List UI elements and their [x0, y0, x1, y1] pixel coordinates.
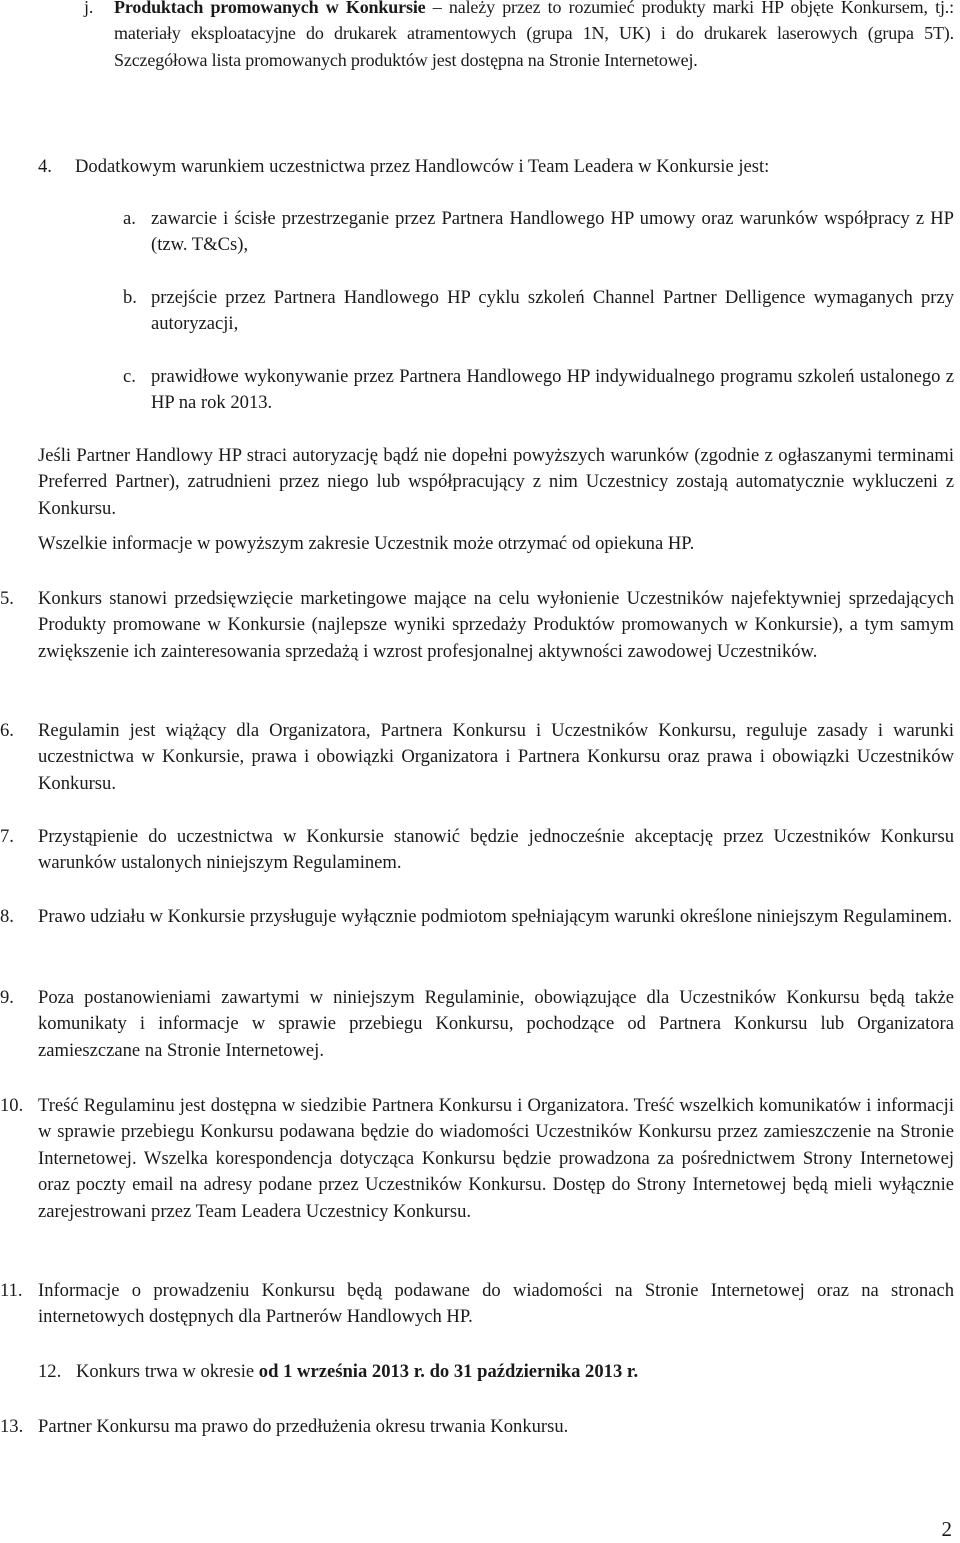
item-text: Regulamin jest wiążący dla Organizatora, Partnera Konkursu i Uczestników Konkursu, reguluje zasady i warunki uczestnictwa w Konkursie, prawa i obowiązki Organizatora i Partnera Konkursu oraz prawa i obowiązki Uczestników Konkursu.	[38, 720, 954, 794]
subitem-text: prawidłowe wykonywanie przez Partnera Handlowego HP indywidualnego programu szkoleń ustalonego z HP na rok 2013.	[151, 366, 954, 414]
section-j	[0, 0, 960, 73]
subitem-marker: a.	[123, 208, 136, 229]
item-text: Przystąpienie do uczestnictwa w Konkursie stanowić będzie jednocześnie akceptację przez Uczestników Konkursu warunków ustalonych niniejszym Regulaminem.	[38, 826, 954, 874]
subitem-marker: c.	[123, 366, 136, 387]
item-marker: 11.	[0, 1280, 23, 1301]
subitem-text: przejście przez Partnera Handlowego HP cyklu szkoleń Channel Partner Delligence wymaganych przy autoryzacji,	[151, 287, 954, 335]
item-text: Dodatkowym warunkiem uczestnictwa przez Handlowców i Team Leadera w Konkursie jest:	[75, 156, 770, 177]
contest-period: od 1 września 2013 r. do 31 października 2013 r.	[258, 1361, 639, 1382]
item-5	[0, 586, 960, 665]
item-text: Poza postanowieniami zawartymi w niniejszym Regulaminie, obowiązujące dla Uczestników Konkursu będą także komunikaty i informacje w sprawie przebiegu Konkursu, pochodzące od Partnera Konkursu lub Organizatora zamieszczane na Stronie Internetowej.	[38, 987, 954, 1061]
item-description: – należy przez to rozumieć produkty marki HP objęte Konkursem, tj.: materiały eksploatacyjne do drukarek atramentowych (grupa 1N, UK) i do drukarek laserowych (grupa 5T). Szczegółowa lista promowanych produktów jest dostępna na Stronie Internetowej.	[114, 0, 954, 70]
item-text: Treść Regulaminu jest dostępna w siedzibie Partnera Konkursu i Organizatora. Treść wszelkich komunikatów i informacji w sprawie przebiegu Konkursu podawana będzie do wiadomości Uczestników Konkursu przez zamieszczenie na Stronie Internetowej. Wszelka korespondencja dotycząca Konkursu będzie prowadzona za pośrednictwem Strony Internetowej oraz poczty email na adresy podane przez Uczestników Konkursu. Dostęp do Strony Internetowej będą mieli wyłącznie zarejestrowani przez Team Leadera Uczestnicy Konkursu.	[38, 1095, 954, 1222]
item-marker: 13.	[0, 1416, 24, 1437]
item-6	[0, 718, 960, 797]
item-marker: j.	[84, 0, 94, 17]
item-title: Produktach promowanych w Konkursie	[114, 0, 426, 17]
subitem-a	[0, 206, 960, 259]
item-text: Partner Konkursu ma prawo do przedłużenia okresu trwania Konkursu.	[38, 1416, 569, 1437]
item-marker: 9.	[0, 987, 14, 1008]
item-13	[0, 1414, 960, 1440]
item-marker: 4.	[38, 156, 52, 177]
item-text	[114, 0, 954, 73]
subitem-b	[0, 285, 960, 338]
subitem-text: zawarcie i ścisłe przestrzeganie przez Partnera Handlowego HP umowy oraz warunków współpracy z HP (tzw. T&Cs),	[151, 208, 954, 256]
item-9	[0, 985, 960, 1064]
subitem-marker: b.	[123, 287, 137, 308]
item-marker: 12.	[38, 1361, 62, 1382]
item-marker: 10.	[0, 1095, 24, 1116]
item-11	[0, 1278, 960, 1331]
subitem-c	[0, 364, 960, 417]
paragraph-text: Jeśli Partner Handlowy HP straci autoryzację bądź nie dopełni powyższych warunków (zgodnie z ogłaszanymi terminami Preferred Partner), zatrudnieni przez niego lub współpracujący z nim Uczestnicy zostają automatycznie wykluczeni z Konkursu.	[38, 445, 954, 519]
section-4-paragraph-2	[0, 531, 960, 557]
item-7	[0, 824, 960, 877]
item-text: Prawo udziału w Konkursie przysługuje wyłącznie podmiotom spełniającym warunki określone niniejszym Regulaminem.	[38, 906, 952, 927]
paragraph-text: Wszelkie informacje w powyższym zakresie Uczestnik może otrzymać od opiekuna HP.	[38, 533, 695, 554]
section-4	[0, 154, 960, 180]
item-12	[0, 1359, 960, 1385]
section-4-paragraph-1	[0, 443, 960, 522]
item-marker: 6.	[0, 720, 14, 741]
item-marker: 7.	[0, 826, 14, 847]
item-text: Informacje o prowadzeniu Konkursu będą podawane do wiadomości na Stronie Internetowej oraz na stronach internetowych dostępnych dla Partnerów Handlowych HP.	[38, 1280, 954, 1328]
page-number: 2	[941, 1517, 952, 1541]
item-marker: 8.	[0, 906, 14, 927]
item-description: Konkurs trwa w okresie	[76, 1361, 259, 1382]
item-marker: 5.	[0, 588, 14, 609]
item-text: Konkurs stanowi przedsięwzięcie marketingowe mające na celu wyłonienie Uczestników najefektywniej sprzedających Produkty promowane w Konkursie (najlepsze wyniki sprzedaży Produktów promowanych w Konkursie), a tym samym zwiększenie ich zainteresowania sprzedażą i wzrost profesjonalnej aktywności zawodowej Uczestników.	[38, 588, 954, 662]
item-8	[0, 904, 960, 930]
item-text	[76, 1359, 638, 1385]
item-10	[0, 1093, 960, 1225]
